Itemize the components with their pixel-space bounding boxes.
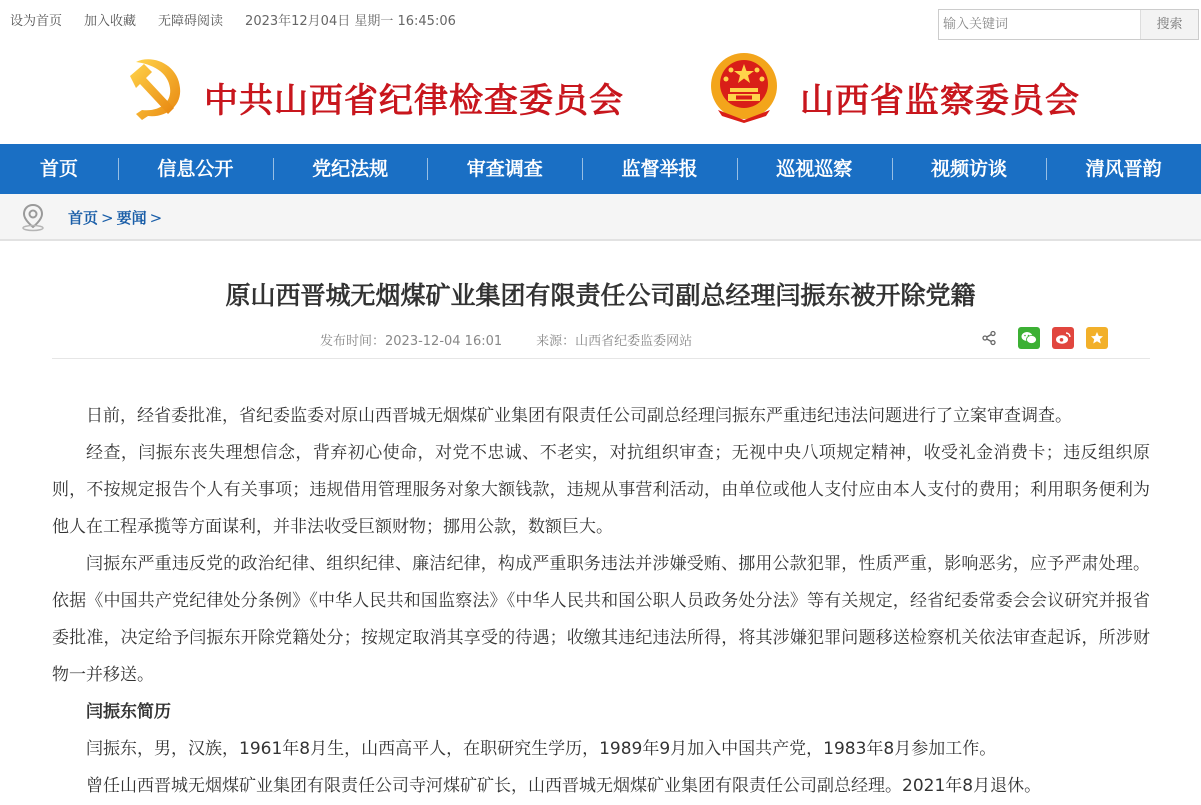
- cpc-commission-title: 中共山西省纪律检查委员会: [204, 81, 624, 121]
- set-homepage-link[interactable]: 设为首页: [10, 14, 63, 29]
- national-emblem-icon: [708, 50, 780, 124]
- supervisory-commission-title: 山西省监察委员会: [800, 81, 1080, 121]
- nav-item-info-disclosure[interactable]: 信息公开: [118, 144, 273, 194]
- breadcrumb: [68, 207, 165, 228]
- breadcrumb-separator: >: [149, 209, 163, 227]
- nav-item-inspection[interactable]: 巡视巡察: [737, 144, 892, 194]
- main-nav: [0, 144, 1201, 194]
- nav-item-culture[interactable]: 清风晋韵: [1046, 144, 1201, 194]
- add-favorite-link[interactable]: 加入收藏: [84, 14, 137, 29]
- nav-item-investigation[interactable]: 审查调查: [427, 144, 582, 194]
- article-meta: [320, 330, 692, 349]
- site-header: [0, 40, 1201, 144]
- breadcrumb-separator: >: [101, 209, 114, 227]
- article-body: [52, 398, 1150, 805]
- bio-paragraph: 闫振东，男，汉族，1961年8月生，山西高平人，在职研究生学历，1989年9月加入中国共产党，1983年8月参加工作。: [86, 739, 997, 759]
- publish-time: 发布时间：2023-12-04 16:01: [320, 334, 503, 349]
- breadcrumb-bar: [0, 194, 1201, 241]
- nav-item-regulations[interactable]: 党纪法规: [273, 144, 428, 194]
- location-pin-icon: [20, 203, 46, 231]
- wechat-icon[interactable]: [1018, 327, 1040, 349]
- breadcrumb-news[interactable]: 要闻: [116, 209, 147, 227]
- article-paragraph: 闫振东严重违反党的政治纪律、组织纪律、廉洁纪律，构成严重职务违法并涉嫌受贿、挪用公款犯罪，性质严重，影响恶劣，应予严肃处理。依据《中国共产党纪律处分条例》《中华人民共和国监察法》《中华人民共和国公职人员政务处分法》等有关规定，经省纪委常委会会议研究并报省委批准，决定给予闫振东开除党籍处分；按规定取消其享受的待遇；收缴其违纪违法所得，将其涉嫌犯罪问题移送检察机关依法审查起诉，所涉财物一并移送。: [52, 554, 1150, 685]
- nav-item-report[interactable]: 监督举报: [582, 144, 737, 194]
- share-icon[interactable]: [978, 327, 1000, 349]
- current-date: 2023年12月04日 星期一 16:45:06: [245, 14, 456, 29]
- article-title: 原山西晋城无烟煤矿业集团有限责任公司副总经理闫振东被开除党籍: [225, 281, 976, 310]
- nav-item-home[interactable]: 首页: [39, 158, 78, 180]
- top-bar: [0, 0, 1201, 40]
- accessibility-link[interactable]: 无障碍阅读: [158, 14, 224, 29]
- breadcrumb-home[interactable]: 首页: [68, 209, 99, 227]
- search-input[interactable]: [939, 10, 1139, 39]
- nav-item-video[interactable]: 视频访谈: [892, 144, 1047, 194]
- top-links: [10, 10, 478, 29]
- bio-subheading: 闫振东简历: [86, 702, 171, 722]
- search-box: [938, 9, 1199, 40]
- article-source: 来源：山西省纪委监委网站: [536, 334, 693, 349]
- favorite-icon[interactable]: [1086, 327, 1108, 349]
- bio-paragraph: 曾任山西晋城无烟煤矿业集团有限责任公司寺河煤矿矿长，山西晋城无烟煤矿业集团有限责任公司副总经理。2021年8月退休。: [86, 776, 1042, 796]
- search-button[interactable]: 搜索: [1140, 10, 1198, 39]
- article-paragraph: 经查，闫振东丧失理想信念，背弃初心使命，对党不忠诚、不老实，对抗组织审查；无视中央八项规定精神，收受礼金消费卡；违反组织原则，不按规定报告个人有关事项；违规借用管理服务对象大额钱款，违规从事营利活动，由单位或他人支付应由本人支付的费用；利用职务便利为他人在工程承揽等方面谋利，并非法收受巨额财物；挪用公款，数额巨大。: [52, 443, 1150, 537]
- article-paragraph: 日前，经省委批准，省纪委监委对原山西晋城无烟煤矿业集团有限责任公司副总经理闫振东严重违纪违法问题进行了立案审查调查。: [86, 406, 1072, 426]
- party-emblem-icon: [122, 54, 190, 122]
- share-bar: [978, 327, 1120, 349]
- weibo-icon[interactable]: [1052, 327, 1074, 349]
- header-divider: [52, 358, 1150, 359]
